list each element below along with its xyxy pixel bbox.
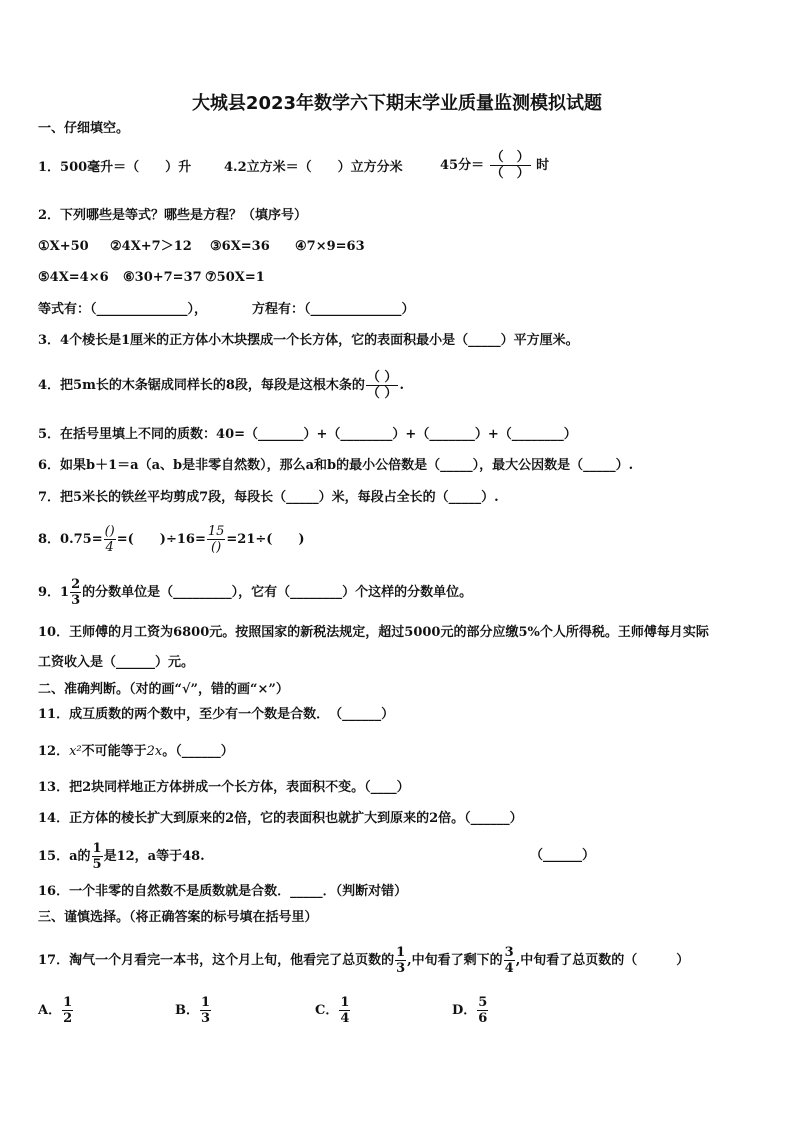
question-16: 16．一个非零的自然数不是质数就是合数．_____．（判断对错） (38, 884, 408, 899)
q2-option-3: ③6X=36 (210, 239, 270, 254)
q2-option-7: ⑦50X=1 (205, 270, 265, 285)
question-3: 3．4个棱长是1厘米的正方体小木块摆成一个长方体，它的表面积最小是（_____）平方厘米。 (38, 333, 579, 348)
question-2-prompt: 2．下列哪些是等式？哪些是方程？（填序号） (38, 208, 308, 223)
choice-a (38, 995, 74, 1026)
question-12 (38, 744, 234, 760)
question-13: 13．把2块同样地正方体拼成一个长方体，表面积不变。（____） (38, 780, 410, 795)
q17-frac1-denominator: 3 (396, 961, 406, 976)
q17-part-a: 17．淘气一个月看完一本书，这个月上旬，他看完了总页数的 (38, 953, 395, 968)
q12-expr-2: 2x (146, 744, 163, 759)
q2-option-4: ④7×9=63 (295, 239, 365, 254)
q8-frac2-numerator: 15 (207, 524, 225, 539)
q12-end: 。（______） (162, 744, 234, 759)
q8-fraction-2 (207, 524, 226, 555)
q4-fraction (366, 370, 399, 401)
q9-fraction (70, 577, 81, 608)
question-11: 11．成互质数的两个数中，至少有一个数是合数． （______） (38, 707, 395, 722)
q9-frac-numerator: 2 (71, 577, 81, 592)
q1-frac-denominator: （ ） (490, 166, 530, 181)
q1-frac-numerator: （ ） (490, 150, 530, 165)
question-10-line-1: 10．王师傅的月工资为6800元。按照国家的新税法规定，超过5000元的部分应缴5%个人所得税。王师傅每月实际 (38, 625, 709, 640)
q4-text: 4．把5m长的木条锯成同样长的8段，每段是这根木条的 (38, 378, 365, 393)
question-14: 14．正方体的棱长扩大到原来的2倍，它的表面积也就扩大到原来的2倍。（______） (38, 811, 523, 826)
choice-b-denominator: 3 (201, 1011, 211, 1026)
q12-expr-1: x² (69, 744, 82, 759)
page-title: 大城县2023年数学六下期末学业质量监测模拟试题 (191, 93, 603, 114)
q1-fraction (490, 150, 531, 181)
choice-c-numerator: 1 (340, 995, 350, 1010)
choice-b-fraction (200, 995, 211, 1026)
section-heading-3: 三、谨慎选择。（将正确答案的标号填在括号里） (38, 910, 318, 925)
q9-frac-denominator: 3 (71, 593, 81, 608)
q8-part-b: =( )÷16= (116, 532, 206, 547)
q2-option-1: ①X+50 (38, 239, 89, 254)
choice-a-label: A． (38, 1003, 62, 1018)
question-1-part-c (440, 150, 549, 181)
q4-frac-denominator: （ ） (366, 386, 398, 401)
question-8 (38, 524, 305, 555)
choice-c-denominator: 4 (340, 1011, 350, 1026)
question-17 (38, 945, 689, 976)
question-5: 5．在括号里填上不同的质数：40=（_______）+（________）+（_______）+（________） (38, 427, 577, 442)
q2-fangcheng-answer: 方程有：（______________） (252, 302, 415, 317)
q17-frac2-numerator: 3 (504, 945, 514, 960)
q8-fraction-1 (104, 524, 116, 555)
choice-c-label: C． (315, 1003, 339, 1018)
q8-frac2-denominator: () (211, 540, 222, 555)
q12-mid: 不可能等于 (81, 744, 147, 759)
q4-end: . (399, 378, 404, 393)
q15-frac-numerator: 1 (92, 841, 102, 856)
q15-answer-blank: （______） (530, 848, 596, 863)
q15-frac-denominator: 5 (92, 857, 102, 872)
choice-d-denominator: 6 (478, 1011, 488, 1026)
choice-a-fraction (62, 995, 73, 1026)
section-heading-2: 二、准确判断。（对的画“√”，错的画“×”） (38, 682, 289, 697)
q15-part-b: 是12，a等于48. (103, 849, 205, 864)
q9-number: 9． (38, 585, 61, 600)
question-1-part-b: 4.2立方米＝（ ）立方分米 (224, 160, 403, 175)
question-9 (38, 577, 472, 608)
q17-fraction-2 (504, 945, 515, 976)
q8-part-a: 8．0.75= (38, 532, 103, 547)
section-heading-1: 一、仔细填空。 (38, 121, 130, 136)
q2-equation-answer: 等式有：（______________）， (38, 302, 208, 317)
choice-b (175, 995, 212, 1026)
choice-c-fraction (339, 995, 350, 1026)
q17-frac2-denominator: 4 (504, 961, 514, 976)
q2-option-2: ②4X+7＞12 (110, 239, 192, 254)
choice-a-denominator: 2 (63, 1011, 73, 1026)
q8-frac1-denominator: 4 (105, 540, 114, 555)
choice-a-numerator: 1 (63, 995, 73, 1010)
choice-c (315, 995, 351, 1026)
choice-b-label: B． (175, 1003, 199, 1018)
q2-option-5: ⑤4X=4×6 (38, 270, 109, 285)
choice-b-numerator: 1 (201, 995, 211, 1010)
question-4 (38, 370, 404, 401)
q2-option-6: ⑥30+7=37 (123, 270, 202, 285)
question-6: 6．如果b＋1＝a（a、b是非零自然数），那么a和b的最小公倍数是（_____），最大公因数是（_____）. (38, 458, 634, 473)
question-15 (38, 841, 205, 872)
q8-frac1-numerator: () (104, 524, 115, 539)
q9-whole: 1 (60, 585, 70, 600)
choice-d (452, 995, 489, 1026)
question-7: 7．把5米长的铁丝平均剪成7段，每段长（_____）米，每段占全长的（_____）. (38, 490, 499, 505)
q17-fraction-1 (395, 945, 406, 976)
question-1-part-a: 1．500毫升＝（ ）升 (38, 160, 192, 175)
q15-fraction (92, 841, 103, 872)
q8-part-c: =21÷( ) (226, 532, 305, 547)
q17-frac1-numerator: 1 (396, 945, 406, 960)
choice-d-numerator: 5 (478, 995, 488, 1010)
q17-part-c: ,中旬看了总页数的（ ） (515, 953, 690, 968)
q1-c-text: 45分＝ (440, 158, 485, 173)
choice-d-fraction (477, 995, 488, 1026)
choice-d-label: D． (452, 1003, 477, 1018)
q12-number: 12． (38, 744, 70, 759)
q9-text: 的分数单位是（_________），它有（________）个这样的分数单位。 (82, 585, 473, 600)
q17-part-b: ,中旬看了剩下的 (407, 953, 503, 968)
q15-part-a: 15．a的 (38, 849, 91, 864)
q4-frac-numerator: （ ） (366, 370, 398, 385)
question-10-line-2: 工资收入是（______）元。 (38, 655, 195, 670)
q1-unit: 时 (536, 158, 550, 173)
